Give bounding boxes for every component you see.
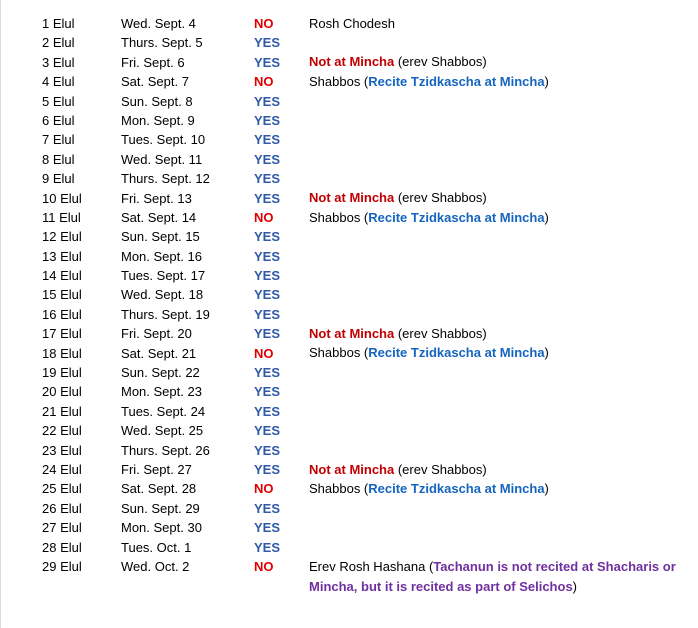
civil-date: Mon. Sept. 9 — [121, 112, 195, 128]
elul-date: 24 Elul — [42, 461, 82, 477]
elul-date: 12 Elul — [42, 229, 82, 245]
civil-date: Fri. Sept. 20 — [121, 326, 192, 342]
civil-date: Sun. Sept. 29 — [121, 500, 200, 516]
civil-date: Wed. Oct. 2 — [121, 558, 190, 574]
civil-date: Tues. Oct. 1 — [121, 539, 192, 555]
note-text: Erev Rosh Hashana ( — [309, 558, 434, 574]
elul-date: 13 Elul — [42, 248, 82, 264]
civil-date: Tues. Sept. 24 — [121, 403, 206, 419]
note — [309, 324, 689, 344]
civil-date: Sun. Sept. 22 — [121, 365, 200, 381]
tachanun-status: YES — [254, 171, 281, 187]
tachanun-status: NO — [254, 345, 274, 361]
note-text: ) — [544, 481, 549, 497]
civil-date: Sun. Sept. 8 — [121, 93, 193, 109]
elul-date: 29 Elul — [42, 558, 82, 574]
tachanun-status: YES — [254, 229, 281, 245]
table-row — [0, 557, 698, 597]
table-row — [0, 344, 698, 363]
note — [309, 479, 689, 499]
note — [309, 208, 689, 228]
note-text: ) — [544, 73, 549, 89]
tzidkascha-label: Recite Tzidkascha at Mincha — [368, 209, 545, 225]
elul-date: 1 Elul — [42, 16, 75, 31]
tachanun-status: NO — [254, 558, 274, 574]
table-row — [0, 285, 698, 304]
not-at-mincha-label: Not at Mincha — [309, 54, 395, 70]
table-row — [0, 382, 698, 401]
tachanun-status: YES — [254, 365, 281, 381]
elul-date: 3 Elul — [42, 54, 75, 70]
tachanun-status: YES — [254, 442, 281, 458]
tzidkascha-label: Recite Tzidkascha at Mincha — [368, 481, 545, 497]
civil-date: Fri. Sept. 6 — [121, 54, 185, 70]
civil-date: Wed. Sept. 4 — [121, 16, 196, 31]
elul-date: 4 Elul — [42, 74, 75, 90]
tachanun-status: YES — [254, 93, 281, 109]
tachanun-status: YES — [254, 268, 281, 284]
table-row — [0, 363, 698, 382]
elul-date: 25 Elul — [42, 481, 82, 497]
civil-date: Thurs. Sept. 26 — [121, 442, 210, 458]
table-row — [0, 169, 698, 188]
civil-date: Thurs. Sept. 19 — [121, 306, 210, 322]
tachanun-status: YES — [254, 287, 281, 303]
elul-date: 7 Elul — [42, 132, 75, 148]
civil-date: Sun. Sept. 15 — [121, 229, 200, 245]
table-row — [0, 518, 698, 537]
civil-date: Mon. Sept. 30 — [121, 520, 202, 536]
civil-date: Fri. Sept. 27 — [121, 461, 192, 477]
tachanun-status: NO — [254, 74, 274, 90]
table-row — [0, 189, 698, 208]
tachanun-status: YES — [254, 403, 281, 419]
table-row — [0, 266, 698, 285]
elul-date: 17 Elul — [42, 326, 82, 342]
civil-date: Wed. Sept. 18 — [121, 287, 204, 303]
tachanun-status: YES — [254, 539, 281, 555]
note — [309, 188, 689, 208]
table-row — [0, 538, 698, 557]
table-row — [0, 479, 698, 498]
tachanun-selichos-note: Tachanun is not recited at Shacharis or Mincha, but it is recited as part of Selichos — [309, 558, 676, 594]
table-row — [0, 441, 698, 460]
elul-date: 21 Elul — [42, 403, 82, 419]
elul-date: 28 Elul — [42, 539, 82, 555]
civil-date: Thurs. Sept. 5 — [121, 35, 203, 51]
tachanun-status: YES — [254, 35, 281, 51]
note-text: ) — [572, 578, 578, 594]
elul-tachanun-schedule — [0, 14, 698, 597]
note-text: Shabbos ( — [309, 481, 369, 497]
tzidkascha-label: Recite Tzidkascha at Mincha — [368, 345, 545, 361]
table-row — [0, 150, 698, 169]
civil-date: Sat. Sept. 14 — [121, 209, 197, 225]
elul-date: 11 Elul — [42, 209, 81, 225]
elul-date: 19 Elul — [42, 365, 82, 381]
elul-date: 9 Elul — [42, 171, 75, 187]
elul-date: 22 Elul — [42, 423, 82, 439]
civil-date: Mon. Sept. 16 — [121, 248, 202, 264]
elul-date: 26 Elul — [42, 500, 82, 516]
civil-date: Tues. Sept. 10 — [121, 132, 206, 148]
tachanun-status: YES — [254, 423, 281, 439]
table-row — [0, 499, 698, 518]
elul-date: 14 Elul — [42, 268, 82, 284]
note-text: Shabbos ( — [309, 209, 369, 225]
elul-date: 6 Elul — [42, 112, 75, 128]
table-row — [0, 92, 698, 111]
elul-date: 10 Elul — [42, 190, 82, 206]
table-row — [0, 111, 698, 130]
not-at-mincha-label: Not at Mincha — [309, 461, 395, 477]
note — [309, 557, 689, 597]
table-row — [0, 402, 698, 421]
tachanun-status: YES — [254, 112, 281, 128]
tachanun-status: YES — [254, 326, 281, 342]
elul-date: 18 Elul — [42, 345, 82, 361]
not-at-mincha-label: Not at Mincha — [309, 190, 395, 206]
tachanun-status: NO — [254, 209, 274, 225]
elul-date: 2 Elul — [42, 35, 75, 51]
tachanun-status: YES — [254, 151, 281, 167]
tachanun-status: YES — [254, 54, 281, 70]
note — [309, 52, 689, 72]
table-row — [0, 227, 698, 246]
tachanun-status: YES — [254, 132, 281, 148]
note — [309, 343, 689, 363]
table-row — [0, 460, 698, 479]
note — [309, 460, 689, 480]
tachanun-status: YES — [254, 248, 281, 264]
tachanun-status: YES — [254, 384, 281, 400]
elul-date: 20 Elul — [42, 384, 82, 400]
table-row — [0, 208, 698, 227]
elul-date: 16 Elul — [42, 306, 82, 322]
note-text: (erev Shabbos) — [394, 54, 487, 70]
table-row — [0, 14, 698, 33]
civil-date: Sat. Sept. 28 — [121, 481, 197, 497]
note — [309, 72, 689, 92]
civil-date: Tues. Sept. 17 — [121, 268, 206, 284]
note-text: ) — [544, 345, 549, 361]
civil-date: Wed. Sept. 25 — [121, 423, 204, 439]
elul-date: 8 Elul — [42, 151, 75, 167]
civil-date: Sat. Sept. 7 — [121, 74, 189, 90]
tachanun-status: YES — [254, 500, 281, 516]
elul-date: 23 Elul — [42, 442, 82, 458]
table-row — [0, 130, 698, 149]
civil-date: Mon. Sept. 23 — [121, 384, 202, 400]
note-text: (erev Shabbos) — [394, 190, 487, 206]
tachanun-status: YES — [254, 520, 281, 536]
note-text: (erev Shabbos) — [394, 325, 487, 341]
tachanun-status: YES — [254, 461, 281, 477]
table-row — [0, 305, 698, 324]
table-row — [0, 421, 698, 440]
elul-date: 5 Elul — [42, 93, 75, 109]
table-row — [0, 53, 698, 72]
civil-date: Sat. Sept. 21 — [121, 345, 197, 361]
note-text: Rosh Chodesh — [309, 15, 395, 31]
civil-date: Fri. Sept. 13 — [121, 190, 192, 206]
tachanun-status: NO — [254, 16, 274, 31]
table-row — [0, 247, 698, 266]
table-row — [0, 324, 698, 343]
not-at-mincha-label: Not at Mincha — [309, 325, 395, 341]
note-text: (erev Shabbos) — [394, 461, 487, 477]
note-text: ) — [544, 209, 549, 225]
note — [309, 14, 689, 34]
note-text: Shabbos ( — [309, 345, 369, 361]
tachanun-status: YES — [254, 306, 281, 322]
elul-date: 15 Elul — [42, 287, 82, 303]
table-row — [0, 33, 698, 52]
civil-date: Wed. Sept. 11 — [121, 151, 203, 167]
tachanun-status: NO — [254, 481, 274, 497]
elul-date: 27 Elul — [42, 520, 82, 536]
tzidkascha-label: Recite Tzidkascha at Mincha — [368, 73, 545, 89]
tachanun-status: YES — [254, 190, 281, 206]
table-row — [0, 72, 698, 91]
civil-date: Thurs. Sept. 12 — [121, 171, 210, 187]
note-text: Shabbos ( — [309, 73, 369, 89]
